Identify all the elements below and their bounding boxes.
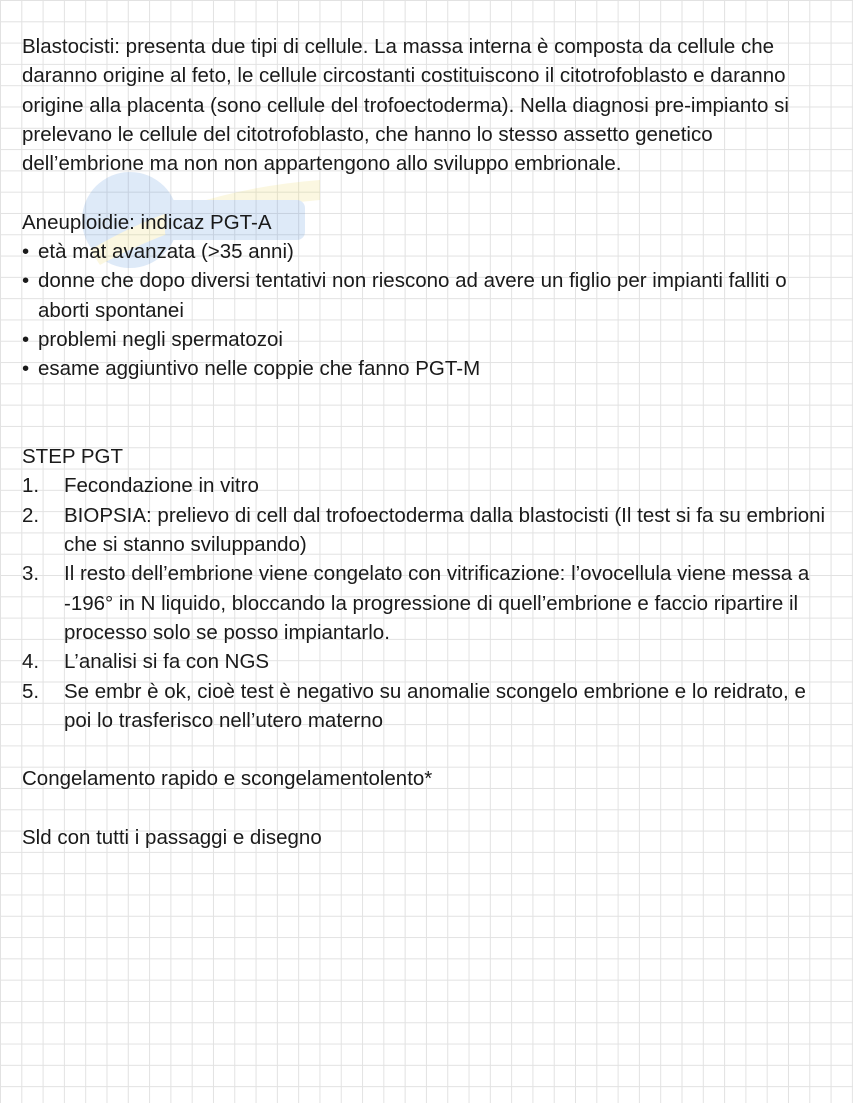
step-text: Se embr è ok, cioè test è negativo su anomalie scongelo embrione e lo reidrato, e poi lo trasferisco nell’utero materno (64, 679, 806, 732)
step-number: 5. (22, 679, 40, 703)
aneuploidie-list (22, 237, 837, 383)
list-item: • problemi negli spermatozoi (22, 325, 837, 354)
list-item (22, 559, 837, 647)
step-number: 3. (22, 562, 40, 586)
step-number: 2. (22, 503, 40, 527)
blastocisti-paragraph: Blastocisti: presenta due tipi di cellule. La massa interna è composta da cellule che daranno origine al feto, le cellule circostanti costituiscono il citotrofoblasto e daranno origine alla placenta (sono cellule del trofoectoderma). Nella diagnosi pre-impianto si prelevano le cellule del citotrofoblasto, che hanno lo stesso assetto genetico dell’embrione ma non non appartengono allo sviluppo embrionale. (22, 35, 789, 176)
step-text: Il resto dell’embrione viene congelato con vitrificazione: l’ovocellula viene messa a -196° in N liquido, bloccando la progressione di quell’embrione e faccio ripartire il processo solo se posso impiantarlo. (64, 562, 810, 644)
document-page (22, 32, 837, 852)
list-item: • età mat avanzata (>35 anni) (22, 237, 837, 266)
list-item: • donne che dopo diversi tentativi non riescono ad avere un figlio per impianti falliti o aborti spontanei (22, 266, 837, 325)
step-text: Fecondazione in vitro (64, 474, 259, 498)
list-item: • esame aggiuntivo nelle coppie che fanno PGT-M (22, 354, 837, 383)
aneuploidie-heading: Aneuploidie: indicaz PGT-A (22, 210, 272, 234)
sld-note: Sld con tutti i passaggi e disegno (22, 826, 322, 850)
steps-heading: STEP PGT (22, 445, 124, 469)
list-item (22, 677, 837, 736)
step-number: 1. (22, 474, 40, 498)
list-item (22, 471, 837, 500)
step-number: 4. (22, 650, 40, 674)
list-item (22, 501, 837, 560)
list-item (22, 647, 837, 676)
steps-list (22, 471, 837, 735)
congelamento-note: Congelamento rapido e scongelamentolento* (22, 767, 433, 791)
step-text: BIOPSIA: prelievo di cell dal trofoectoderma dalla blastocisti (Il test si fa su embrioni che si stanno sviluppando) (64, 503, 826, 557)
step-text: L’analisi si fa con NGS (64, 650, 270, 674)
